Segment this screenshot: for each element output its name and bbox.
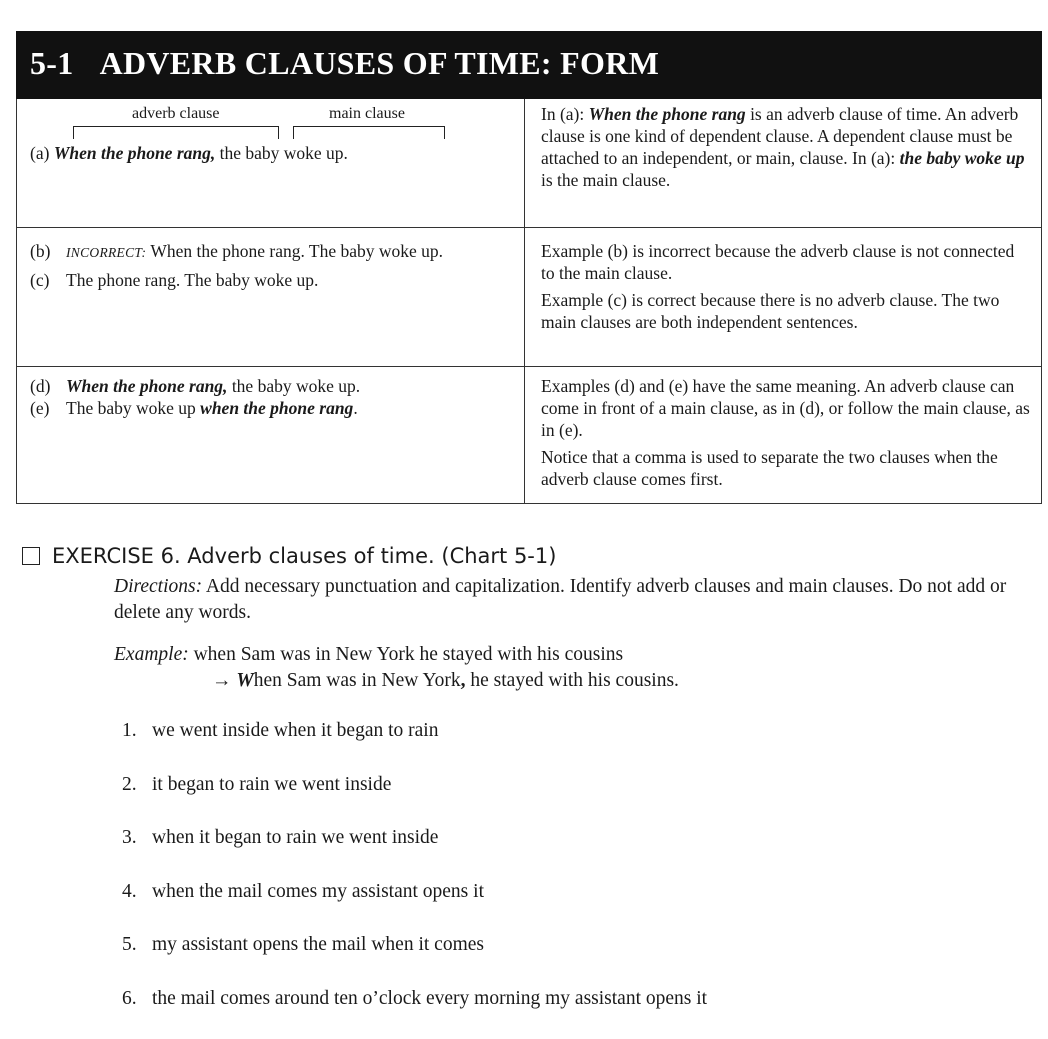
adverb-clause-text: when the phone rang — [200, 398, 353, 418]
example-text: When the phone rang. The baby woke up. — [146, 241, 443, 261]
answer-text: he stayed with his cousins. — [466, 670, 679, 691]
example-e — [30, 397, 514, 419]
explanation-text: is an adverb clause of time. An adverb clause is one kind of dependent clause. A dependent clause must be attached to an independent, or main, clause. In (a): — [541, 104, 1018, 168]
example-answer — [212, 668, 1042, 694]
example-tag: (c) — [30, 269, 66, 291]
chart-number: 5-1 — [30, 45, 74, 81]
added-comma: , — [461, 670, 466, 691]
adverb-clause-text: When the phone rang, — [54, 143, 215, 163]
example-tag: (e) — [30, 397, 66, 419]
adverb-clause-bracket — [73, 126, 279, 139]
chart-row-bc — [16, 228, 1042, 367]
example-c — [30, 269, 514, 291]
item-number: 1. — [122, 718, 152, 744]
example-b — [30, 240, 514, 264]
exercise-items — [122, 718, 707, 1039]
main-clause-text: the baby woke up. — [215, 143, 348, 163]
item-text: when it began to rain we went inside — [152, 827, 438, 848]
item-number: 6. — [122, 986, 152, 1012]
adverb-clause-text: When the phone rang, — [66, 376, 227, 396]
grammar-chart — [16, 31, 1042, 504]
example-text: when Sam was in New York he stayed with his cousins — [189, 644, 623, 665]
item-text: when the mail comes my assistant opens it — [152, 881, 484, 902]
item-text: my assistant opens the mail when it comes — [152, 934, 484, 955]
item-text: it began to rain we went inside — [152, 774, 391, 795]
chart-row-a — [16, 99, 1042, 228]
example-a — [30, 142, 348, 164]
item-number: 3. — [122, 825, 152, 851]
exercise-checkbox[interactable] — [22, 547, 40, 565]
explanation-cell-a — [525, 99, 1041, 227]
example-label: Example: — [114, 644, 189, 665]
exercise-item — [122, 772, 707, 826]
exercise-item — [122, 825, 707, 879]
example-d — [30, 375, 514, 397]
capital-letter: W — [236, 670, 253, 691]
explanation-text: In (a): — [541, 104, 589, 124]
adverb-clause-label: adverb clause — [132, 103, 220, 125]
main-clause-label: main clause — [329, 103, 405, 125]
exercise-section — [22, 544, 1042, 694]
directions-label: Directions: — [114, 576, 202, 597]
main-clause-bracket — [293, 126, 445, 139]
item-number: 5. — [122, 932, 152, 958]
item-text: the mail comes around ten o’clock every morning my assistant opens it — [152, 988, 707, 1009]
explanation-text: is the main clause. — [541, 170, 670, 190]
example-line — [114, 642, 1042, 668]
examples-cell-de — [17, 367, 525, 503]
example-tag: (b) — [30, 240, 66, 264]
explanation-c: Example (c) is correct because there is no adverb clause. The two main clauses are both independent sentences. — [541, 289, 1031, 333]
example — [114, 642, 1042, 694]
explanation-cell-bc — [525, 228, 1041, 366]
example-tag: (d) — [30, 375, 66, 397]
exercise-title — [22, 544, 1042, 568]
chart-title: ADVERB CLAUSES OF TIME: FORM — [100, 45, 660, 81]
answer-text: hen Sam was in New York — [254, 670, 461, 691]
example-text: . — [353, 398, 357, 418]
explanation-de: Examples (d) and (e) have the same meaning. An adverb clause can come in front of a main clause, as in (d), or follow the main clause, as in (e). — [541, 375, 1031, 441]
exercise-item — [122, 718, 707, 772]
chart-row-de — [16, 367, 1042, 504]
main-clause-text: the baby woke up. — [227, 376, 360, 396]
example-text: The phone rang. The baby woke up. — [66, 269, 318, 291]
exercise-title-text: EXERCISE 6. Adverb clauses of time. (Chart 5-1) — [52, 544, 556, 568]
explanation-comma: Notice that a comma is used to separate the two clauses when the adverb clause comes first. — [541, 446, 1031, 490]
main-clause-text: The baby woke up — [66, 398, 200, 418]
item-text: we went inside when it began to rain — [152, 720, 438, 741]
explanation-b: Example (b) is incorrect because the adverb clause is not connected to the main clause. — [541, 240, 1031, 284]
directions-text: Add necessary punctuation and capitalization. Identify adverb clauses and main clauses. Do not add or delete any words. — [114, 576, 1006, 623]
item-number: 4. — [122, 879, 152, 905]
incorrect-label: INCORRECT: — [66, 245, 146, 260]
explanation-cell-de — [525, 367, 1041, 503]
example-tag: (a) — [30, 143, 49, 163]
chart-header — [16, 31, 1042, 99]
exercise-item — [122, 879, 707, 933]
explanation-emphasis: When the phone rang — [589, 104, 746, 124]
exercise-item — [122, 932, 707, 986]
examples-cell-a — [17, 99, 525, 227]
directions — [114, 574, 1044, 626]
explanation-emphasis: the baby woke up — [900, 148, 1025, 168]
item-number: 2. — [122, 772, 152, 798]
exercise-item — [122, 986, 707, 1039]
arrow-icon: → — [212, 670, 236, 691]
examples-cell-bc — [17, 228, 525, 366]
